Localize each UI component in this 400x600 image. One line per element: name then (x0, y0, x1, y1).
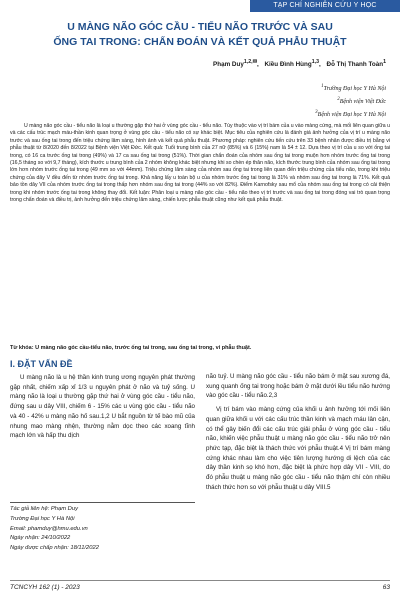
body-paragraph: não tuỷ. U màng não góc cầu - tiểu não bám ở mặt sau xương đá, xung quanh ống tai trong hoặc bám ở mặt dưới lều tiểu não hướng vào góc cầu - tiểu não.2,3 (206, 373, 390, 400)
journal-issue: TCNCYH 162 (1) - 2023 (10, 584, 80, 591)
author-name: Đỗ Thị Thanh Toàn (326, 61, 384, 69)
affiliation: $^2$Bệnh viện Việt Đức (337, 97, 386, 105)
author-affil-marker: 1,3 (311, 59, 320, 65)
accepted-date: Ngày được chấp nhận: 18/11/2022 (10, 545, 99, 552)
received-date: Ngày nhận: 24/10/2022 (10, 535, 71, 542)
author-name: Kiều Đình Hùng (264, 61, 312, 69)
body-column-right (206, 372, 390, 496)
article-title (20, 20, 380, 50)
author-affil-marker: 1,2,✉ (243, 59, 257, 65)
abstract-text: U màng não góc cầu - tiểu não là loại u thường gặp thứ hai ở vùng góc cầu - tiểu não. Tùy thuộc vào vị trí bám của u vào màng cứng, mà mối liên quan giữa u và các cấu trúc mạch máu-thần kinh quan trọng ở vùng góc cầu - tiểu não có sự khác biệt. Mục tiêu của nghiên cứu là đánh giá ảnh hưởng của vị trí u màng não trước và sau ống tai trong đến triệu chứng lâm sàng, hình ảnh và kết quả phẫu thuật. Phương pháp: nghiên cứu tiến cứu trên 33 bệnh nhân được điều trị bằng vi phẫu thuật từ 8/2020 đến 8/2022 tại Bệnh viện Việt Đức. Kết quả: Tuổi trung bình của 27 nữ (85%) và 6 (15%) nam là 54 ± 12. Dựa theo vị trí của u so với ống tai trong, có 16 ca trước ống tai trong (49%) và 17 ca sau ống tai trong (51%). Thời gian chẩn đoán của nhóm sau ống tai trong muộn hơn nhóm trước ống tai trong (16,5 tháng so với 9,7 tháng), kích thước u trung bình của 2 nhóm không khác biệt nhưng khi so chèn ép thân não, kích thước trung bình của nhóm sau ống tai trong lớn hơn nhóm trước ống tai trong (49 mm so với 44mm). Triệu chứng lâm sàng của nhóm sau ống tai trong liên quan đến triệu chứng của tiểu não, trong khi triệu chứng của dây V đều đến từ nhóm trước ống tai trong. Khả năng lấy u toàn bộ u của nhóm trước ống tai trong là 31% và nhóm sau ống tai trong là 71%. Kết quả bảo tồn dây VII của nhóm trước ống tai trong thấp hơn nhóm sau ống tai trong (44% so với 82%). Điểm Karnofsky sau mổ của nhóm sau ống tai trong có cải thiện trong khi nhóm trước ống tai trong không thay đổi. Kết luận: Phân loại u màng não góc cầu - tiểu não theo vị trí trước và sau ống tai trong đóng vai trò quan trọng trong chẩn đoán và điều trị, ảnh hưởng đến triệu chứng lâm sàng, chiến lược phẫu thuật cũng như kết quả phẫu thuật. (10, 123, 390, 204)
correspondence-author: Tác giả liên hệ: Phạm Duy (10, 506, 78, 512)
correspondence-affiliation: Trường Đại học Y Hà Nội (10, 515, 75, 522)
affiliation: $^3$Bệnh viện Đại học Y Hà Nội (315, 110, 386, 118)
author-name: Phạm Duy (213, 61, 244, 69)
author-affil-marker: 1 (383, 59, 386, 65)
journal-header-tab: TẠP CHÍ NGHIÊN CỨU Y HỌC (250, 0, 400, 12)
section-heading: I. ĐẶT VẤN ĐỀ (10, 359, 73, 369)
correspondence-box (10, 502, 195, 554)
author-list: Phạm Duy$^{1,2,✉}$, Kiều Đình Hùng$^{1,3}$, Đỗ Thị Thanh Toàn$^1$ (213, 59, 386, 69)
page-number: 63 (382, 584, 390, 591)
correspondence-email: Email: phamduy@hmu.edu.vn (10, 525, 88, 532)
title-line-2: ỐNG TAI TRONG: CHẨN ĐOÁN VÀ KẾT QUẢ PHẪU THUẬT (53, 36, 347, 48)
title-line-1: U MÀNG NÃO GÓC CẦU - TIỂU NÃO TRƯỚC VÀ SAU (67, 21, 333, 33)
footer-divider (10, 580, 390, 581)
body-paragraph: Vị trí bám vào màng cứng của khối u ảnh hưởng tới mối liên quan giữa khối u với các cấu trúc thần kinh và mạch máu lân cận, có thể gây biến đổi các cấu trúc giải phẫu ở vùng góc cầu - tiểu não, khiến việc phẫu thuật u màng não góc cầu - tiểu não trở nên phức tạp, đặc biệt là thách thức với phẫu thuật.4 Vị trí bám màng cứng khác nhau làm cho việc tiên lượng hướng di lệch của các dây thần kinh sọ khó hơn, đặc biệt là phức hợp dây VII - VIII, do đó phẫu thuật u màng não góc cầu - tiểu não thậm chí còn nhiều thách thức hơn so với phẫu thuật u dây VIII.5 (206, 406, 390, 491)
body-paragraph: U màng não là u hệ thần kinh trung ương nguyên phát thường gặp nhất, chiếm xấp xỉ 1/3 u nguyên phát ở não và tuỷ sống. U màng não là loại u thường gặp thứ hai ở vùng góc cầu - tiểu não, đứng sau u dây VIII, chiếm 6 - 15% các u vùng góc cầu - tiểu não và 40 - 42% u màng não hố sau.1,2 U bắt nguồn từ tế bào mũ của nhung mao màng nhện, thường nằm dọc theo các xoang tĩnh mạch lớn và hấp thu dịch (10, 374, 195, 440)
body-column-left (10, 373, 195, 445)
affiliation: $^1$Trường Đại học Y Hà Nội (321, 84, 386, 92)
keywords: Từ khóa: U màng não góc cầu-tiểu não, trước ống tai trong, sau ống tai trong, vi phẫu thuật. (10, 345, 252, 351)
